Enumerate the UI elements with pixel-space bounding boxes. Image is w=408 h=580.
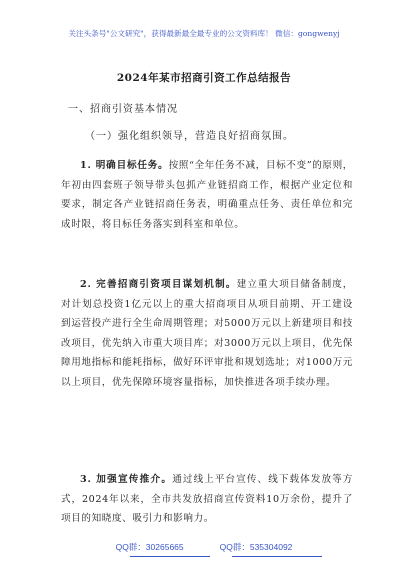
subsection-heading: （一）强化组织领导，营造良好招商氛围。: [85, 131, 294, 142]
footer-underline-2: [232, 556, 322, 557]
paragraph-body: 建立重大项目储备制度，对计划总投资1亿元以上的重大招商项目从项目前期、开工建设到运营投产进行全生命周期管理；对5000万元以上新建项目和技改项目，优先纳入市重大项目库；对3000万元以上项目，优先保障用地指标和能耗指标，做好环评审批和规划选址；对1000万元以上项目，优先保障环境容量指标，加快推进各项手续办理。: [61, 279, 353, 388]
footer: [0, 541, 408, 553]
paragraph-body: 按照“全年任务不减，目标不变”的原则，年初由四套班子领导带头包抓产业链招商工作，根据产业定位和要求，制定各产业链招商任务表，明确重点任务、责任单位和完成时限，将目标任务落实到科室和单位。: [61, 160, 353, 230]
paragraph-body: 通过线上平台宣传、线下载体发放等方式，2024年以来，全市共发放招商宣传资料10万余份，提升了项目的知晓度、吸引力和影响力。: [61, 474, 354, 524]
document-title: 2024年某市招商引资工作总结报告: [116, 72, 292, 84]
paragraph-project-mechanism: [61, 275, 353, 392]
footer-qq-group-1: QQ群：30265665: [115, 542, 184, 552]
paragraph-lead: 3. 加强宣传推介。: [80, 474, 173, 485]
footer-qq-group-2: QQ群：535304092: [219, 542, 293, 552]
paragraph-lead: 2. 完善招商引资项目谋划机制。: [80, 279, 237, 290]
footer-underline-1: [130, 556, 210, 557]
paragraph-lead: 1. 明确目标任务。: [80, 160, 169, 171]
paragraph-promotion: [61, 470, 353, 529]
paragraph-target-tasks: [61, 156, 353, 234]
header-note: 关注头条号"公文研究"，获得最新最全最专业的公文资料库！ 微信：gongwenyj: [68, 29, 340, 38]
section-heading: 一、招商引资基本情况: [68, 104, 178, 115]
